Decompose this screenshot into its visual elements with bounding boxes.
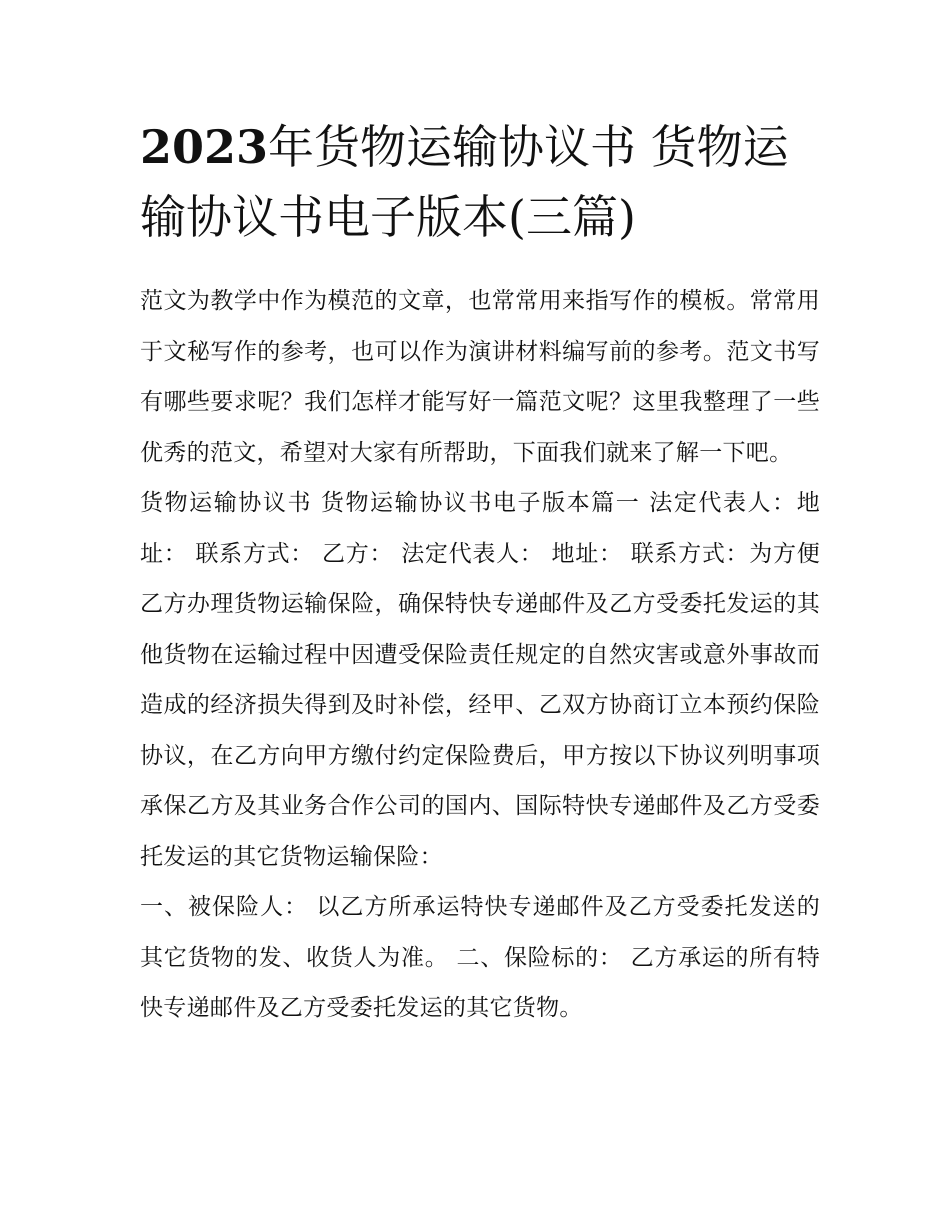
intro-paragraph: 范文为教学中作为模范的文章，也常常用来指写作的模板。常常用于文秘写作的参考，也可以作为演讲材料编写前的参考。范文书写有哪些要求呢？我们怎样才能写好一篇范文呢？这里我整理了一些优秀的范文，希望对大家有所帮助，下面我们就来了解一下吧。 xyxy=(140,288,820,466)
insurance-terms-paragraph: 一、被保险人： 以乙方所承运特快专递邮件及乙方受委托发送的其它货物的发、收货人为准。 二、保险标的： 乙方承运的所有特快专递邮件及乙方受委托发运的其它货物。 xyxy=(140,894,820,1021)
title-year: 2023 xyxy=(140,120,269,174)
document-title xyxy=(140,112,820,252)
document-page xyxy=(140,112,820,1034)
title-text: 年货物运输协议书 货物运输协议书电子版本(三篇) xyxy=(140,120,789,244)
agreement-paragraph: 货物运输协议书 货物运输协议书电子版本篇一 法定代表人：地址： 联系方式： 乙方： 法定代表人： 地址： 联系方式：为方便乙方办理货物运输保险，确保特快专递邮件及乙方受委托发运的其他货物在运输过程中因遭受保险责任规定的自然灾害或意外事故而造成的经济损失得到及时补偿，经甲、乙双方协商订立本预约保险协议，在乙方向甲方缴付约定保险费后，甲方按以下协议列明事项承保乙方及其业务合作公司的国内、国际特快专递邮件及乙方受委托发运的其它货物运输保险： xyxy=(140,490,820,870)
